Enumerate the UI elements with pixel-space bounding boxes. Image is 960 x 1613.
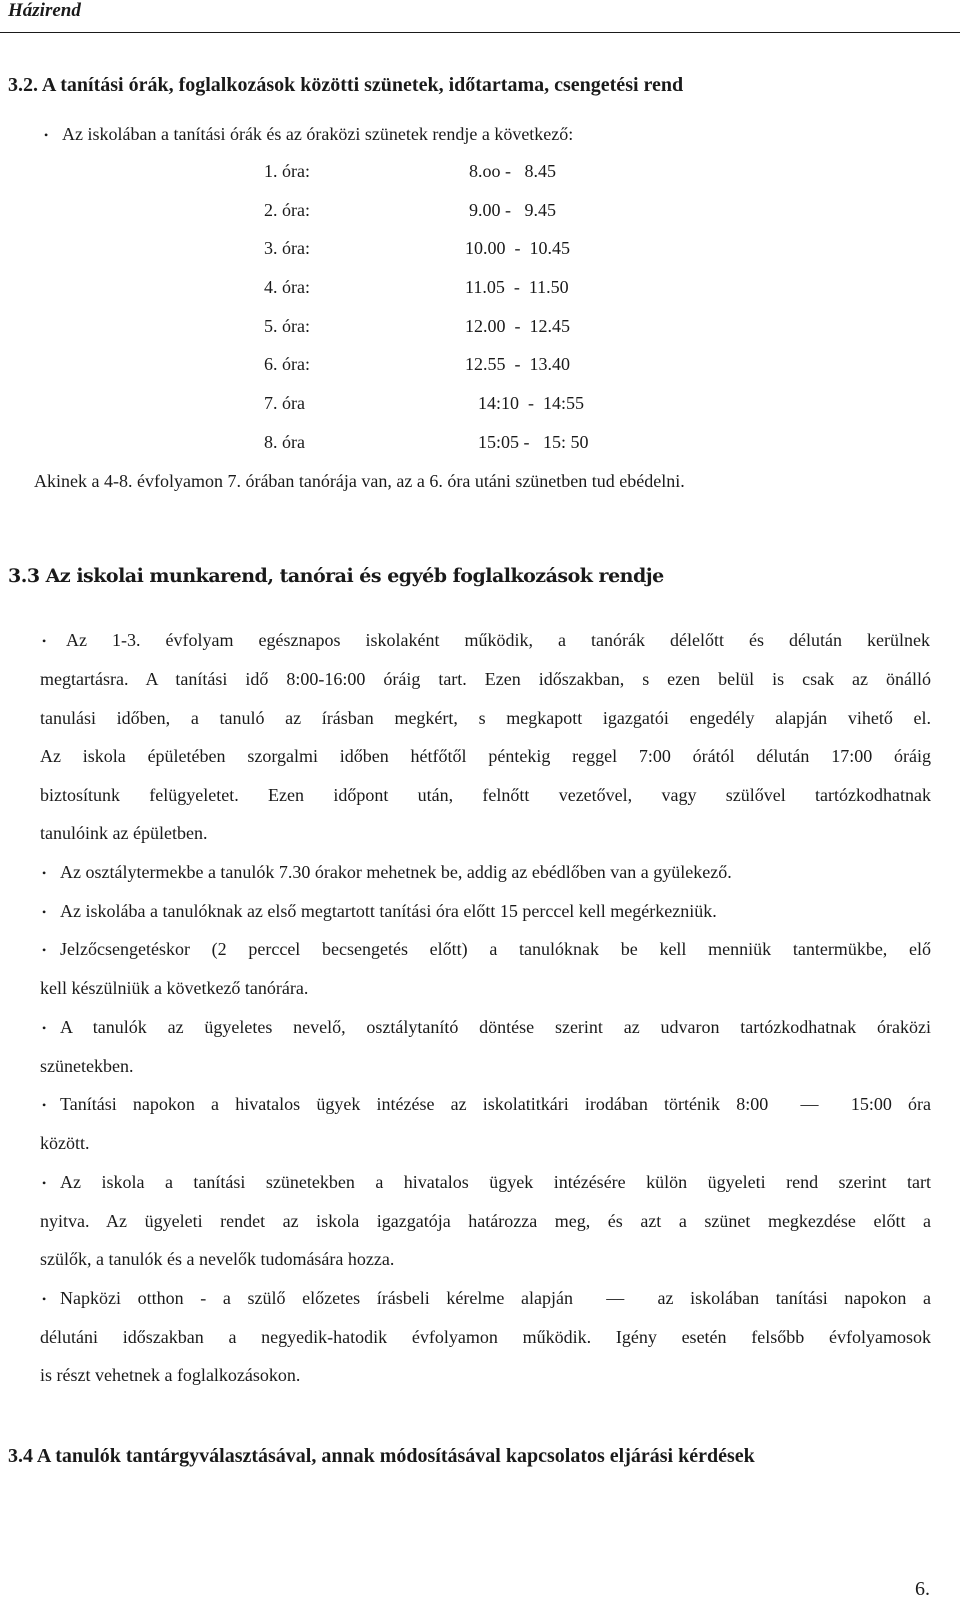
bullet-icon: • xyxy=(42,866,47,880)
paragraph-line: Az 1-3. évfolyam egésznapos iskolaként működik, a tanórák délelőtt és délután kerülnek xyxy=(66,630,930,650)
paragraph-line: Jelzőcsengetéskor (2 perccel becsengetés előtt) a tanulóknak be kell menniük tantermükbe, elő xyxy=(60,939,931,959)
lesson-label: 8. óra xyxy=(264,432,305,452)
section-heading-3-2: 3.2. A tanítási órák, foglalkozások közötti szünetek, időtartama, csengetési rend xyxy=(8,74,684,96)
lesson-time: 12.55 - 13.40 xyxy=(465,354,570,374)
section-heading-3-3: 3.3 Az iskolai munkarend, tanórai és egyéb foglalkozások rendje xyxy=(8,565,664,587)
header-divider xyxy=(0,32,960,33)
lesson-label: 3. óra: xyxy=(264,238,310,258)
paragraph-line: biztosítunk felügyeletet. Ezen időpont után, felnőtt vezetővel, vagy szülővel tartózkodhatnak xyxy=(40,785,931,805)
lesson-time: 15:05 - 15: 50 xyxy=(478,432,589,452)
bullet-icon: • xyxy=(42,1021,47,1035)
lesson-label: 2. óra: xyxy=(264,200,310,220)
paragraph-line: délutáni időszakban a negyedik-hatodik évfolyamon működik. Igény esetén felsőbb évfolyamosok xyxy=(40,1327,931,1347)
paragraph-line: tanulóink az épületben. xyxy=(40,823,208,843)
paragraph-line: között. xyxy=(40,1133,90,1153)
paragraph-line: Az osztálytermekbe a tanulók 7.30 órakor mehetnek be, addig az ebédlőben van a gyülekező. xyxy=(60,862,732,882)
lesson-time: 8.oo - 8.45 xyxy=(469,161,556,181)
bullet-icon: • xyxy=(44,128,49,142)
lesson-time: 14:10 - 14:55 xyxy=(478,393,584,413)
paragraph-line: Tanítási napokon a hivatalos ügyek intézése az iskolatitkári irodában történik 8:00 — 15:00 óra xyxy=(60,1094,931,1114)
lesson-label: 5. óra: xyxy=(264,316,310,336)
lesson-label: 7. óra xyxy=(264,393,305,413)
lesson-label: 6. óra: xyxy=(264,354,310,374)
lesson-time: 10.00 - 10.45 xyxy=(465,238,570,258)
paragraph-line: szülők, a tanulók és a nevelők tudomására hozza. xyxy=(40,1249,395,1269)
lesson-time: 9.00 - 9.45 xyxy=(469,200,556,220)
bullet-icon: • xyxy=(42,1098,47,1112)
page-number: 6. xyxy=(915,1578,930,1600)
lesson-time: 11.05 - 11.50 xyxy=(465,277,569,297)
paragraph-line: kell készülniük a következő tanórára. xyxy=(40,978,309,998)
section-heading-3-4: 3.4 A tanulók tantárgyválasztásával, annak módosításával kapcsolatos eljárási kérdések xyxy=(8,1445,755,1467)
paragraph-line: Napközi otthon - a szülő előzetes írásbeli kérelme alapján — az iskolában tanítási napokon a xyxy=(60,1288,931,1308)
lesson-label: 1. óra: xyxy=(264,161,310,181)
lesson-time: 12.00 - 12.45 xyxy=(465,316,570,336)
bullet-icon: • xyxy=(42,905,47,919)
bullet-icon: • xyxy=(42,943,47,957)
paragraph-line: tanulási időben, a tanuló az írásban megkért, s megkapott igazgatói engedély alapján vihető el. xyxy=(40,708,931,728)
lunch-note: Akinek a 4-8. évfolyamon 7. órában tanórája van, az a 6. óra utáni szünetben tud ebédelni. xyxy=(34,471,685,491)
lesson-label: 4. óra: xyxy=(264,277,310,297)
paragraph-line: nyitva. Az ügyeleti rendet az iskola igazgatója határozza meg, és azt a szünet megkezdése előtt a xyxy=(40,1211,931,1231)
bullet-icon: • xyxy=(42,1292,47,1306)
paragraph-line: Az iskola épületében szorgalmi időben hétfőtől péntekig reggel 7:00 órától délután 17:00 óráig xyxy=(40,746,931,766)
bullet-icon: • xyxy=(42,1176,47,1190)
paragraph-line: megtartásra. A tanítási idő 8:00-16:00 óráig tart. Ezen időszakban, s ezen belül is csak az önálló xyxy=(40,669,931,689)
bullet-icon: • xyxy=(42,634,47,648)
paragraph-line: szünetekben. xyxy=(40,1056,134,1076)
paragraph-line: Az iskola a tanítási szünetekben a hivatalos ügyek intézésére külön ügyeleti rend szerint tart xyxy=(60,1172,931,1192)
running-header: Házirend xyxy=(8,0,81,21)
paragraph-line: A tanulók az ügyeletes nevelő, osztálytanító döntése szerint az udvaron tartózkodhatnak óraközi xyxy=(60,1017,931,1037)
paragraph-line: is részt vehetnek a foglalkozásokon. xyxy=(40,1365,301,1385)
intro-text: Az iskolában a tanítási órák és az óraközi szünetek rendje a következő: xyxy=(62,124,574,144)
paragraph-line: Az iskolába a tanulóknak az első megtartott tanítási óra előtt 15 perccel kell megérkezniük. xyxy=(60,901,717,921)
